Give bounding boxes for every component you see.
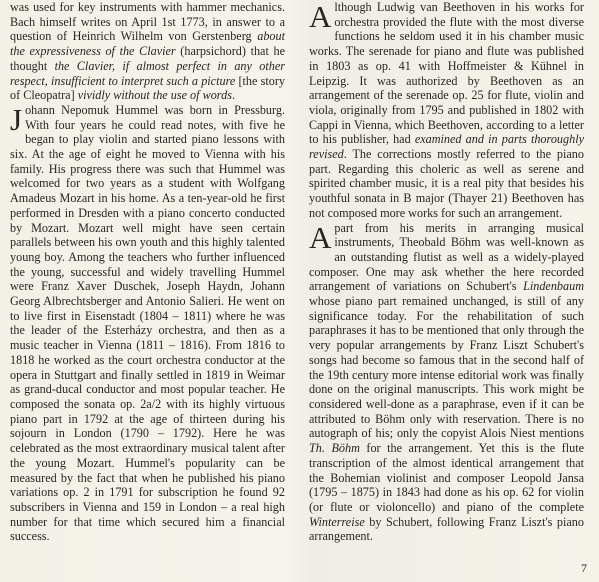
paragraph-boehm	[309, 221, 584, 544]
paragraph-text: by Schubert, following Franz Liszt's piano arrangement.	[309, 514, 584, 544]
right-column	[309, 0, 584, 544]
italic-phrase: vividly without the use of words	[77, 88, 232, 103]
paragraph-text: . The corrections mostly referred to the piano part. Regarding this choleric as well as serene and spirited chamber music, it is a real pity that besides his youthful sonata in B major (Thayer 21) Beethoven has not composed more works for such an arrangement.	[309, 147, 584, 220]
paragraph-text: lthough Ludwig van Beethoven in his works for orchestra provided the flute with the most diverse functions he seldom used it in his chamber music works. The serenade for piano and flute was published in 1803 as op. 41 with Hoffmeister & Kühnel in Leipzig. It was authorized by Beethoven as an arrangement of the serenade op. 25 for flute, violin and viola, originally from 1795 and published in 1802 with Cappi in Vienna, which Beethoven, according to a letter to his publisher, had	[309, 0, 584, 147]
drop-cap: A	[309, 219, 332, 255]
paragraph-text: ohann Nepomuk Hummel was born in Pressburg. With four years he could read notes, with five he began to play violin and started piano lessons with six. At the age of eight he moved to Vienna with his family. His progress there was such that Hummel was welcomed for two years as a student with Wolfgang Amadeus Mozart in his home. As a ten-year-old he first performed in Dresden with a piano concerto conducted by Mozart. Mozart well might have seen certain parallels between his own youth and this highly talented young boy. Among the teachers who further influenced the young, successful and widely travelling Hummel were Franz Xaver Duschek, Joseph Haydn, Johann Georg Albrechtsberger and Antonio Salieri. He went on to live first in Eisenstadt (1804 – 1811) where he was the leader of the Esterházy orchestra, and then as a music teacher in Vienna (1811 – 1816). From 1816 to 1818 he worked as the court orchestra conductor at the opera in Stuttgart and finally settled in 1819 in Weimar as grand-ducal conductor and most popular teacher. He composed the sonata op. 2a/2 with its highly virtuous piano part in 1792 at the age of thirteen during his sojourn in London (1790 – 1792). Here he was celebrated as the most extraordinary musical talent after the young Mozart. Hummel's popularity can be measured by the fact that when he published his piano variations op. 2 in 1791 for subscription he found 92 subscribers in Vienna and 159 in London – a real high number for that time which secured him a financial success.	[10, 102, 285, 544]
left-column	[10, 0, 285, 544]
drop-cap: A	[309, 0, 332, 34]
paragraph-beethoven	[309, 0, 584, 221]
page-number: 7	[581, 561, 587, 575]
paragraph-text: [the story of Cleopatra]	[10, 73, 285, 103]
paragraph-text: .	[231, 88, 235, 103]
paragraph-hummel	[10, 103, 285, 544]
italic-phrase: Lindenbaum	[523, 279, 584, 294]
italic-phrase: about the expressiveness of the Clavier	[10, 29, 285, 59]
paragraph-text: for the arrangement. Yet this is the flute transcription of the almost identical arrangement that the Bohemian violinist and composer Leopold Jansa (1795 – 1875) in 1843 had done as his op. 62 for violin (or flute or violoncello) and piano of the complete	[309, 441, 584, 514]
drop-cap: J	[10, 101, 23, 137]
paragraph-text: part from his merits in arranging musical instruments, Theobald Böhm was well-known as an outstanding flutist as well as a widely-played composer. One may ask whether the here recorded arrangement of variations on Schubert's	[309, 220, 584, 294]
paragraph-bach-quote	[10, 0, 285, 103]
italic-phrase: Winterreise	[309, 514, 365, 529]
italic-phrase: Th. Böhm	[309, 441, 360, 456]
paragraph-text: (harpsichord) that he thought	[10, 44, 285, 73]
paragraph-text: was used for key instruments with hammer mechanics. Bach himself writes on April 1st 1773, in answer to a question of Heinrich Wilhelm von Gerstenberg	[10, 0, 285, 44]
italic-phrase: the Clavier, if almost perfect in any other respect, insufficient to interpret such a picture	[10, 58, 285, 88]
paragraph-text: whose piano part remained unchanged, is still of any significance today. For the rehabilitation of such paraphrases it has to be mentioned that only through the very popular arrangements by Franz Liszt Schubert's songs had become so famous that in the second half of the 19th century more intense editorial work was finally done on the original manuscripts. This work might be considered well-done as a paraphrase, even if it can be attributed to Böhm only with reservation. There is no autograph of his; only the copyist Alois Niest mentions	[309, 294, 584, 441]
italic-phrase: examined and in parts thoroughly revised	[309, 132, 584, 162]
